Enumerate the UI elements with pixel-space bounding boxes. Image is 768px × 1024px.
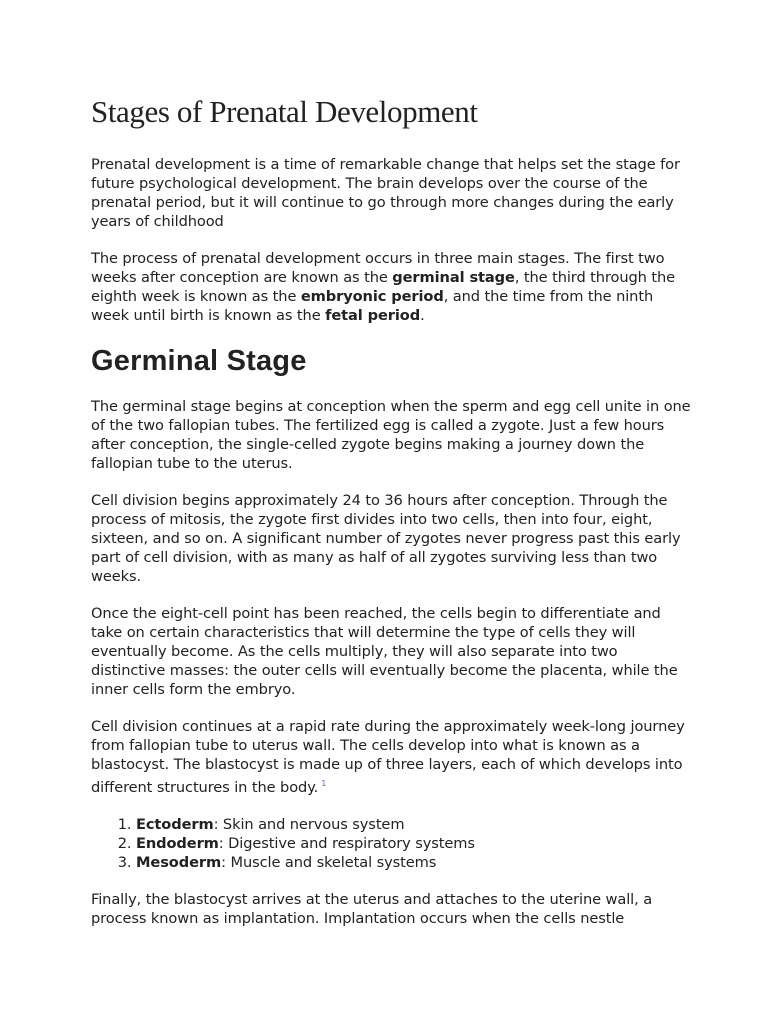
germinal-paragraph-4-text: Cell division continues at a rapid rate during the approximately week-long journey from fallopian tube to uterus wall. The cells develop into what is known as a blastocyst. The blastocyst is made up of three layers, each of which develops into different structures in the body. [91,718,685,796]
fetal-period-term: fetal period [325,307,421,324]
germinal-paragraph-2: Cell division begins approximately 24 to 36 hours after conception. Through the process of mitosis, the zygote first divides into two cells, then into four, eight, sixteen, and so on. A significant number of zygotes never progress past this early part of cell division, with as many as half of all zygotes surviving less than two weeks. [91,492,681,585]
intro-paragraph: Prenatal development is a time of remarkable change that helps set the stage for future psychological development. The brain develops over the course of the prenatal period, but it will continue to go through more changes during the early years of childhood [91,156,680,230]
stages-text-4: . [420,307,425,324]
layer-term: Ectoderm [136,815,214,833]
germinal-paragraph-4 [91,717,691,797]
layer-desc: : Muscle and skeletal systems [221,853,437,871]
list-item [136,834,691,853]
germinal-paragraph-3: Once the eight-cell point has been reached, the cells begin to differentiate and take on certain characteristics that will determine the type of cells they will eventually become. As the cells multiply, they will also separate into two distinctive masses: the outer cells will eventually become the placenta, while the inner cells form the embryo. [91,605,678,698]
section-heading-germinal: Germinal Stage [91,345,307,377]
document-page [91,92,691,946]
layers-list [91,815,691,872]
layer-term: Mesoderm [136,853,222,871]
germinal-stage-term: germinal stage [392,269,515,286]
embryonic-period-term: embryonic period [300,288,444,305]
citation-link[interactable]: 1 [321,779,327,788]
stages-text-1: The process of prenatal development occurs in three main stages. The first two weeks after conception are known as the [91,250,665,286]
layer-desc: : Skin and nervous system [213,815,405,833]
layer-term: Endoderm [136,834,219,852]
stages-text-3: , and the time from the ninth week until birth is known as the [91,288,654,324]
page-title: Stages of Prenatal Development [91,94,478,129]
germinal-paragraph-1: The germinal stage begins at conception when the sperm and egg cell unite in one of the two fallopian tubes. The fertilized egg is called a zygote. Just a few hours after conception, the single-celled zygote begins making a journey down the fallopian tube to the uterus. [91,398,691,472]
germinal-paragraph-5: Finally, the blastocyst arrives at the uterus and attaches to the uterine wall, a process known as implantation. Implantation occurs when the cells nestle [91,890,653,927]
stages-text-2: , the third through the eighth week is known as the [91,269,675,305]
list-item [136,853,691,872]
layer-desc: : Digestive and respiratory systems [218,834,475,852]
list-item [136,815,691,834]
stages-paragraph [91,249,691,325]
